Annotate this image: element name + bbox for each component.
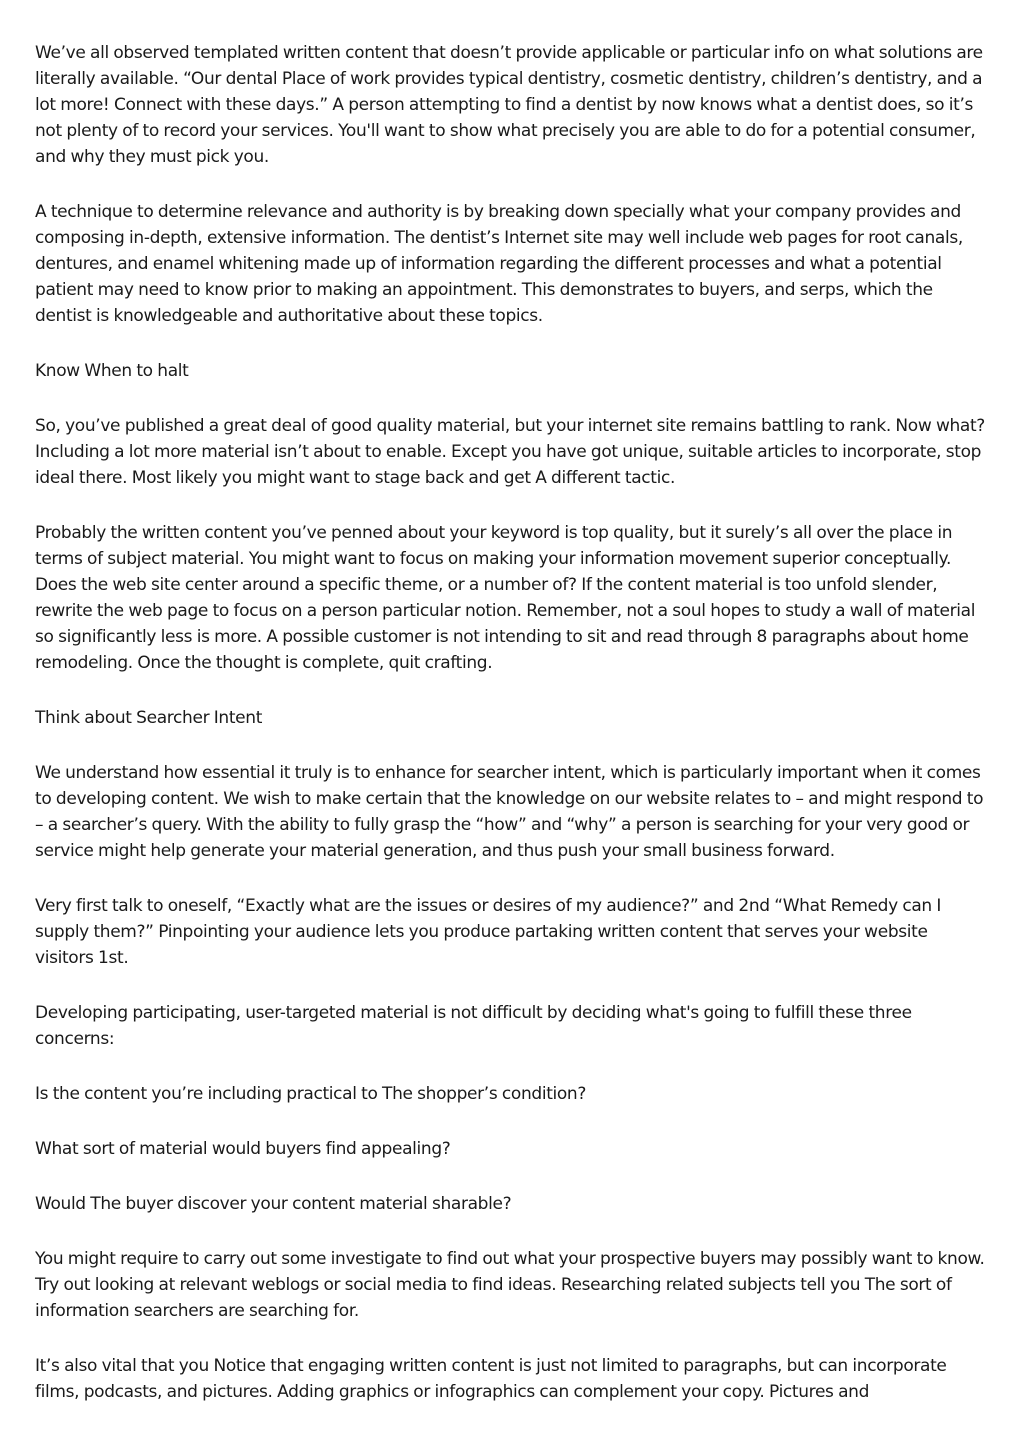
paragraph-relevance-authority: A technique to determine relevance and authority is by breaking down specially what your company provides and composing in-depth, extensive information. The dentist’s Internet site may well include web pages for root canals, dentures, and enamel whitening made up of information regarding the different processes and what a potential patient may need to know prior to making an appointment. This demonstrates to buyers, and serps, which the dentist is knowledgeable and authoritative about these topics. — [35, 202, 963, 326]
document-body — [35, 40, 990, 1434]
paragraph-templated-content: We’ve all observed templated written content that doesn’t provide applicable or particular info on what solutions are literally available. “Our dental Place of work provides typical dentistry, cosmetic dentistry, children’s dentistry, and a lot more! Connect with these days.” A person attempting to find a dentist by now knows what a dentist does, so it’s not plenty of to record your services. You'll want to show what precisely you are able to do for a potential consumer, and why they must pick you. — [35, 43, 983, 167]
question-practical: Is the content you’re including practical to The shopper’s condition? — [35, 1084, 587, 1104]
question-appealing: What sort of material would buyers find appealing? — [35, 1139, 451, 1159]
paragraph-audience-questions: Very first talk to oneself, “Exactly what are the issues or desires of my audience?” and 2nd “What Remedy can I supply them?” Pinpointing your audience lets you produce partaking written content that serves your website visitors 1st. — [35, 896, 942, 968]
paragraph-research: You might require to carry out some investigate to find out what your prospective buyers may possibly want to know. Try out looking at relevant weblogs or social media to find ideas. Researching related subjects tell you The sort of information searchers are searching for. — [35, 1249, 985, 1321]
paragraph-quality-material: So, you’ve published a great deal of good quality material, but your internet site remains battling to rank. Now what? Including a lot more material isn’t about to enable. Except you have got unique, suitable articles to incorporate, stop ideal there. Most likely you might want to stage back and get A different tactic. — [35, 416, 985, 488]
paragraph-three-concerns: Developing participating, user-targeted material is not difficult by deciding what's going to fulfill these three concerns: — [35, 1003, 912, 1049]
heading-searcher-intent: Think about Searcher Intent — [35, 708, 263, 728]
paragraph-searcher-intent: We understand how essential it truly is to enhance for searcher intent, which is particularly important when it comes to developing content. We wish to make certain that the knowledge on our website relates to – and might respond to – a searcher’s query. With the ability to fully grasp the “how” and “why” a person is searching for your very good or service might help generate your material generation, and thus push your small business forward. — [35, 763, 984, 861]
question-sharable: Would The buyer discover your content material sharable? — [35, 1194, 512, 1214]
paragraph-media-formats: It’s also vital that you Notice that engaging written content is just not limited to paragraphs, but can incorporate films, podcasts, and pictures. Adding graphics or infographics can complement your copy. Pictures and — [35, 1356, 947, 1402]
paragraph-subject-focus: Probably the written content you’ve penned about your keyword is top quality, but it surely’s all over the place in terms of subject material. You might want to focus on making your information movement superior conceptually. Does the web site center around a specific theme, or a number of? If the content material is too unfold slender, rewrite the web page to focus on a person particular notion. Remember, not a soul hopes to study a wall of material so significantly less is more. A possible customer is not intending to sit and read through 8 paragraphs about home remodeling. Once the thought is complete, quit crafting. — [35, 523, 976, 673]
heading-know-when-to-halt: Know When to halt — [35, 361, 189, 381]
